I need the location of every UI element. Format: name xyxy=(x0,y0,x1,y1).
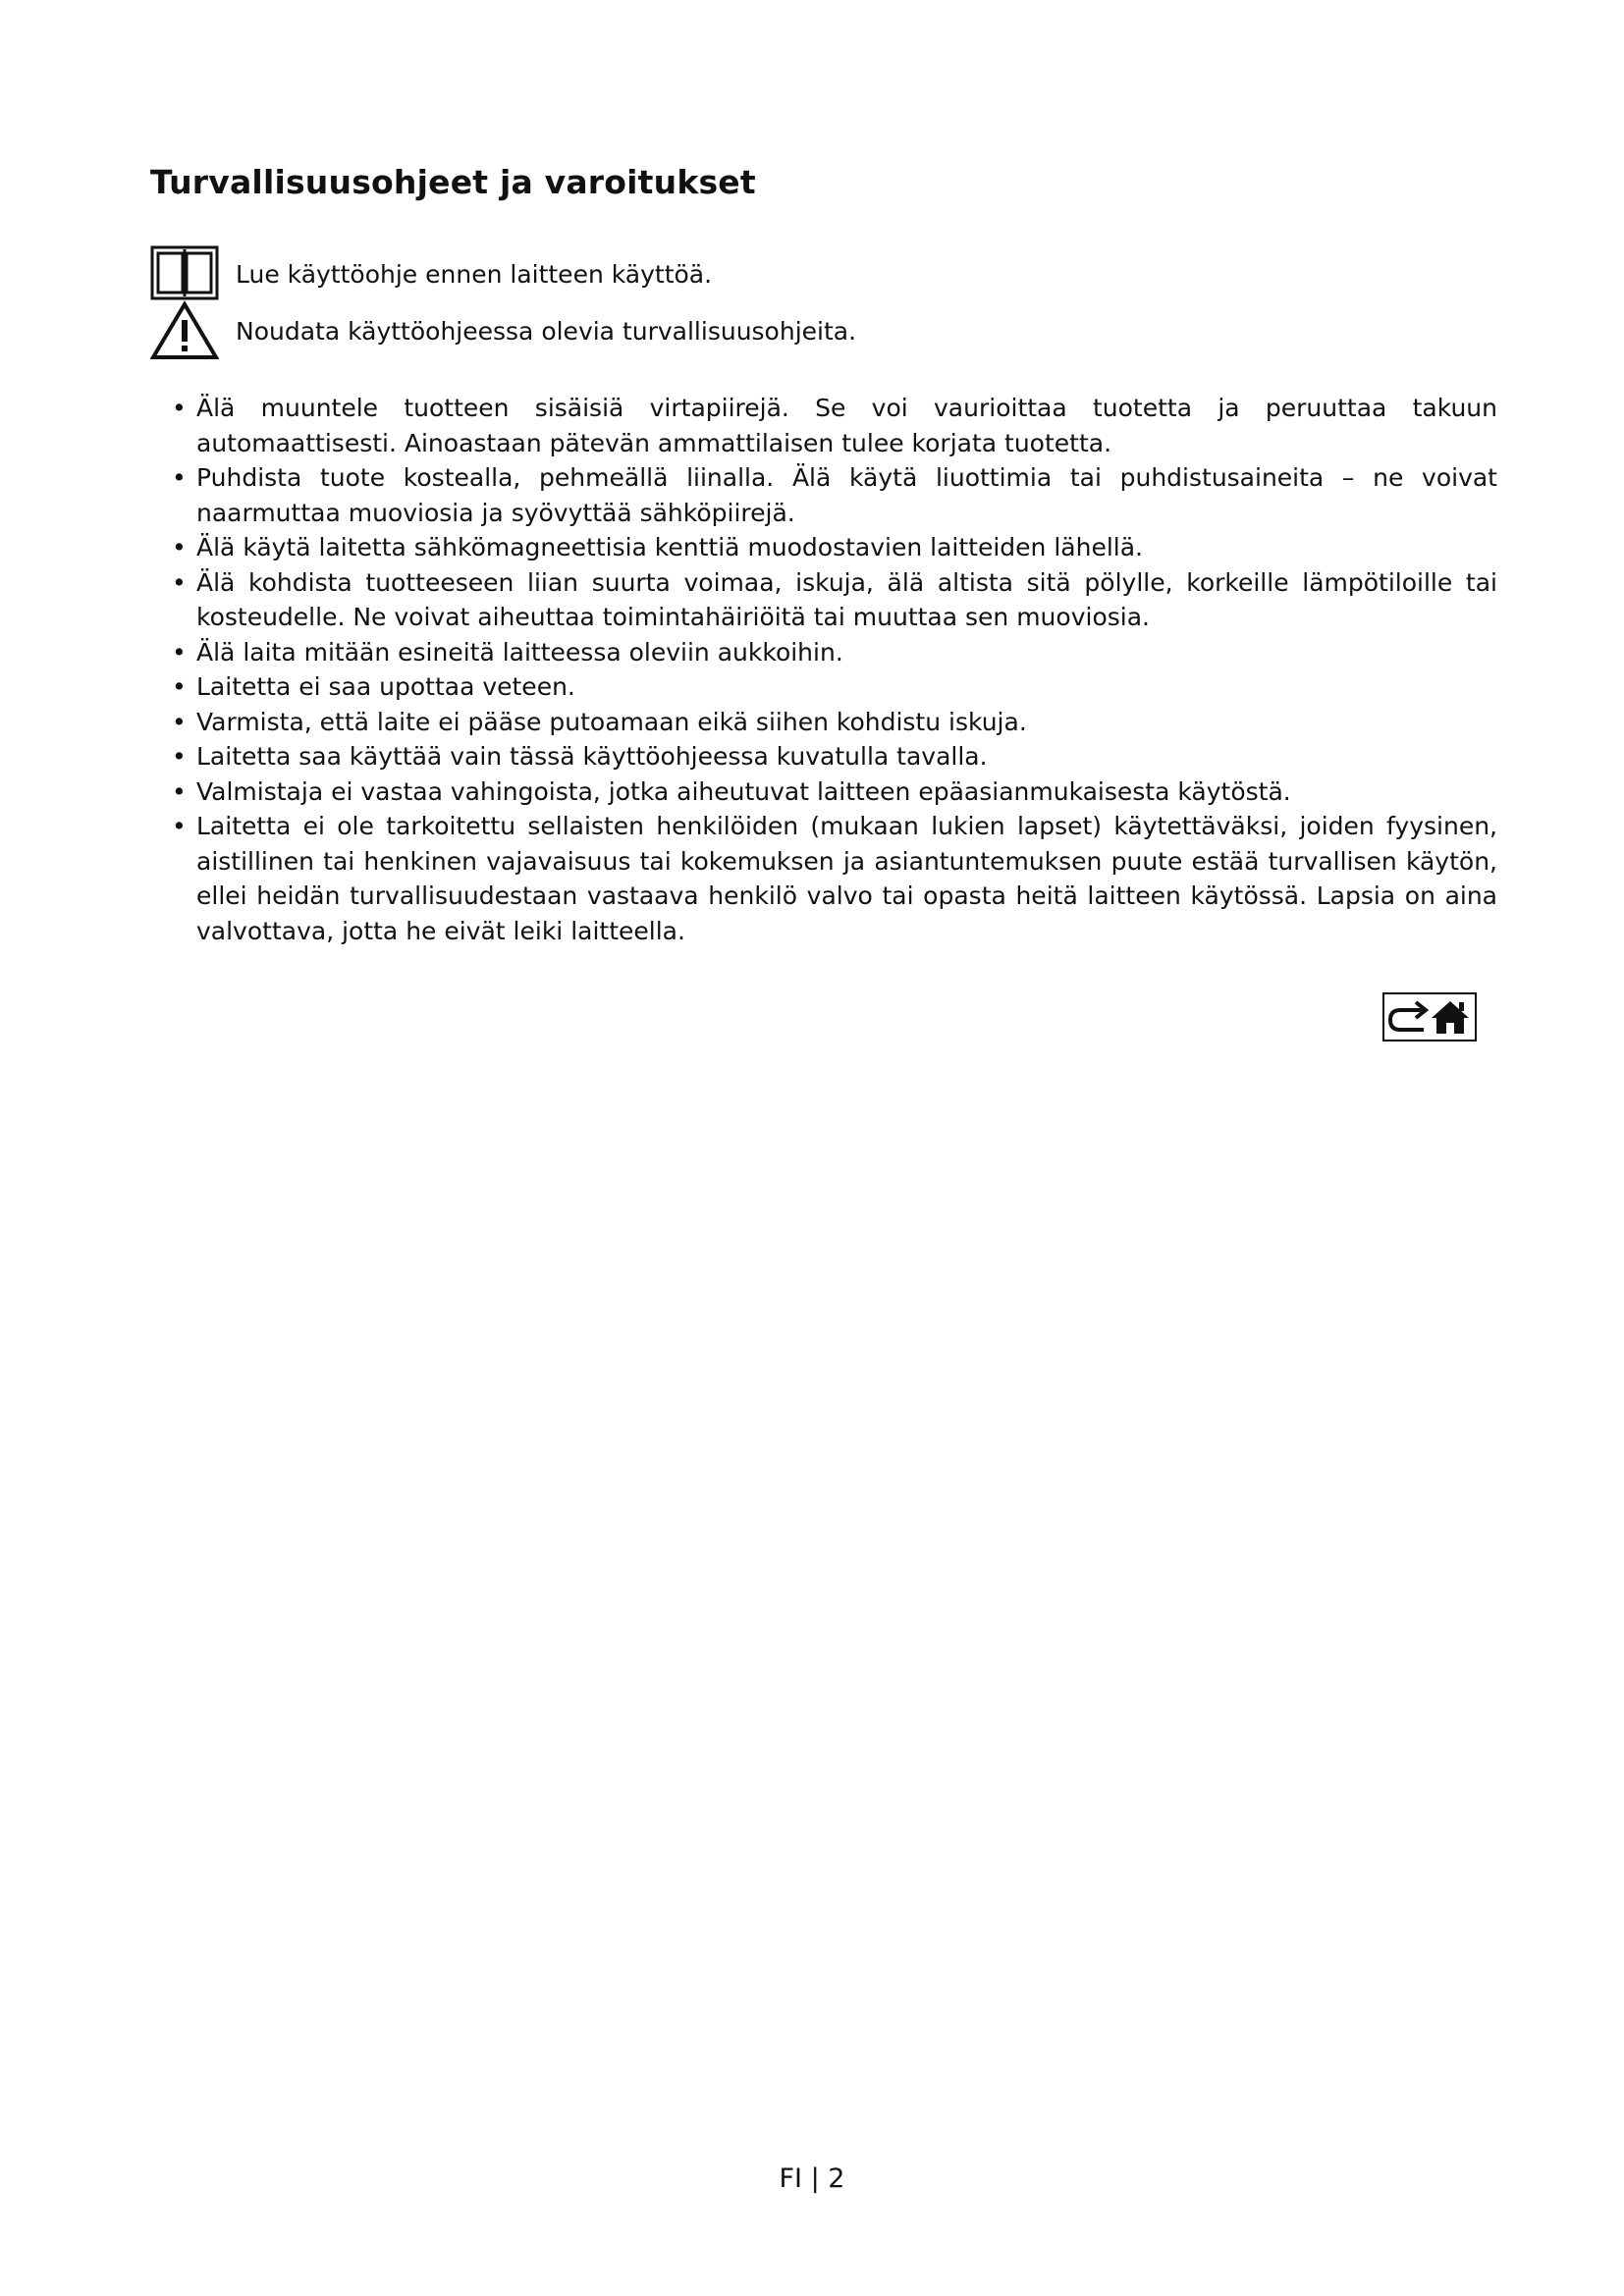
list-item: • Valmistaja ei vastaa vahingoista, jotka aiheutuvat laitteen epäasianmukaisesta käytöstä. xyxy=(172,774,1497,810)
safety-bullet-list xyxy=(172,391,1497,948)
list-item: • Laitetta ei ole tarkoitettu sellaisten henkilöiden (mukaan lukien lapset) käytettäväksi, joiden fyysinen, aistillinen tai henkinen vajavaisuus tai kokemuksen ja asiantuntemuksen puute estää turvallisen käytön, ellei heidän turvallisuudestaan vastaava henkilö valvo tai opasta heitä laitteen käytössä. Lapsia on aina valvottava, jotta he eivät leiki laitteella. xyxy=(172,809,1497,948)
list-item: • Älä kohdista tuotteeseen liian suurta voimaa, iskuja, älä altista sitä pölylle, korkeille lämpötiloille tai kosteudelle. Ne voivat aiheuttaa toimintahäiriöitä tai muuttaa sen muoviosia. xyxy=(172,565,1497,635)
page-number: FI | 2 xyxy=(779,2163,845,2194)
page-title: Turvallisuusohjeet ja varoitukset xyxy=(150,163,756,201)
list-item: • Laitetta ei saa upottaa veteen. xyxy=(172,669,1497,705)
list-item: • Älä laita mitään esineitä laitteessa oleviin aukkoihin. xyxy=(172,635,1497,670)
list-item: • Älä muuntele tuotteen sisäisiä virtapiirejä. Se voi vaurioittaa tuotetta ja peruuttaa takuun automaattisesti. Ainoastaan pätevän ammattilaisen tulee korjata tuotetta. xyxy=(172,391,1497,460)
list-item: • Puhdista tuote kostealla, pehmeällä liinalla. Älä käytä liuottimia tai puhdistusaineita – ne voivat naarmuttaa muoviosia ja syövyttää sähköpiirejä. xyxy=(172,460,1497,530)
manual-book-icon xyxy=(150,243,219,304)
notice-safety-instructions xyxy=(150,300,856,361)
notice-read-manual xyxy=(150,243,712,304)
list-item: • Älä käytä laitetta sähkömagneettisia kenttiä muodostavien laitteiden lähellä. xyxy=(172,530,1497,565)
return-home-button[interactable] xyxy=(1382,992,1477,1041)
notice-safety-instructions-text: Noudata käyttöohjeessa olevia turvallisuusohjeita. xyxy=(236,316,857,346)
list-item: • Laitetta saa käyttää vain tässä käyttöohjeessa kuvatulla tavalla. xyxy=(172,739,1497,774)
list-item: • Varmista, että laite ei pääse putoamaan eikä siihen kohdistu iskuja. xyxy=(172,705,1497,740)
warning-triangle-icon xyxy=(150,300,219,361)
notice-read-manual-text: Lue käyttöohje ennen laitteen käyttöä. xyxy=(236,259,713,289)
